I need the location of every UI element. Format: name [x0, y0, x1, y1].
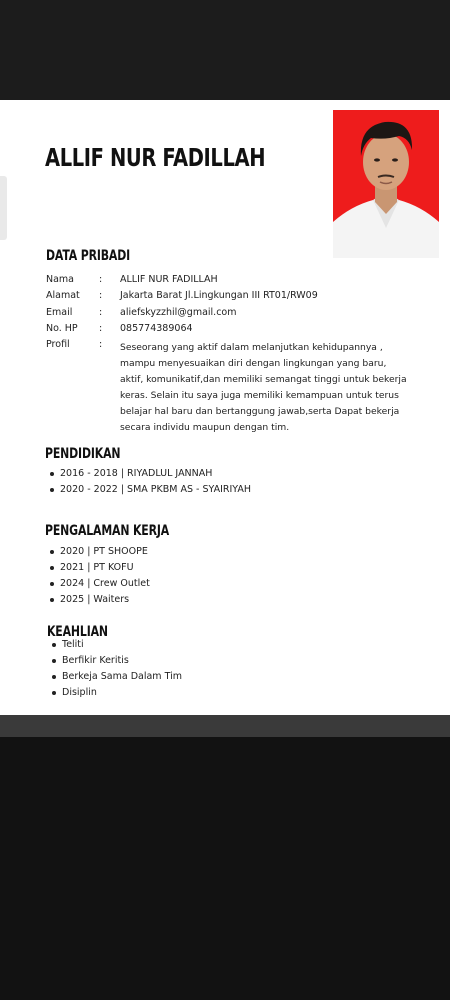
colon: :	[99, 274, 103, 285]
keahlian-list	[48, 637, 182, 701]
section-title-data-pribadi: DATA PRIBADI	[46, 248, 131, 264]
section-title-keahlian: KEAHLIAN	[47, 624, 108, 640]
resume-name: ALLIF NUR FADILLAH	[45, 143, 266, 172]
profile-photo	[333, 110, 439, 258]
list-item: 2024 | Crew Outlet	[46, 576, 150, 592]
section-title-pengalaman-kerja: PENGALAMAN KERJA	[45, 523, 170, 539]
list-item: 2016 - 2018 | RIYADLUL JANNAH	[46, 466, 251, 482]
colon: :	[99, 339, 103, 350]
pendidikan-list	[46, 466, 251, 498]
section-title-pendidikan: PENDIDIKAN	[45, 446, 121, 462]
label-email: Email	[46, 307, 73, 318]
list-item: Berkeja Sama Dalam Tim	[48, 669, 182, 685]
colon: :	[99, 307, 103, 318]
colon: :	[99, 290, 103, 301]
list-item: Disiplin	[48, 685, 182, 701]
pengalaman-list	[46, 544, 150, 608]
list-item: 2021 | PT KOFU	[46, 560, 150, 576]
viewer-bottom-area	[0, 737, 450, 1000]
value-nama: ALLIF NUR FADILLAH	[120, 274, 218, 285]
value-email: aliefskyzzhil@gmail.com	[120, 307, 237, 318]
value-alamat: Jakarta Barat Jl.Lingkungan III RT01/RW09	[120, 290, 318, 301]
list-item: 2020 | PT SHOOPE	[46, 544, 150, 560]
label-no-hp: No. HP	[46, 323, 78, 334]
list-item: Teliti	[48, 637, 182, 653]
label-nama: Nama	[46, 274, 75, 285]
list-item: 2025 | Waiters	[46, 592, 150, 608]
label-profil: Profil	[46, 339, 70, 350]
label-alamat: Alamat	[46, 290, 80, 301]
colon: :	[99, 323, 103, 334]
viewer-top-bar	[0, 0, 450, 100]
value-profil: Seseorang yang aktif dalam melanjutkan kehidupannya , mampu menyesuaikan diri dengan lingkungan yang baru, aktif, komunikatif,dan memiliki semangat tinggi untuk bekerja keras. Selain itu saya juga memiliki kemampuan untuk terus belajar hal baru dan bertanggung jawab,serta Dapat bekerja secara individu maupun dengan tim.	[120, 342, 407, 433]
side-panel-handle[interactable]	[0, 176, 7, 240]
value-no-hp: 085774389064	[120, 323, 193, 334]
list-item: Berfikir Keritis	[48, 653, 182, 669]
page-bottom-edge	[0, 715, 450, 737]
list-item: 2020 - 2022 | SMA PKBM AS - SYAIRIYAH	[46, 482, 251, 498]
